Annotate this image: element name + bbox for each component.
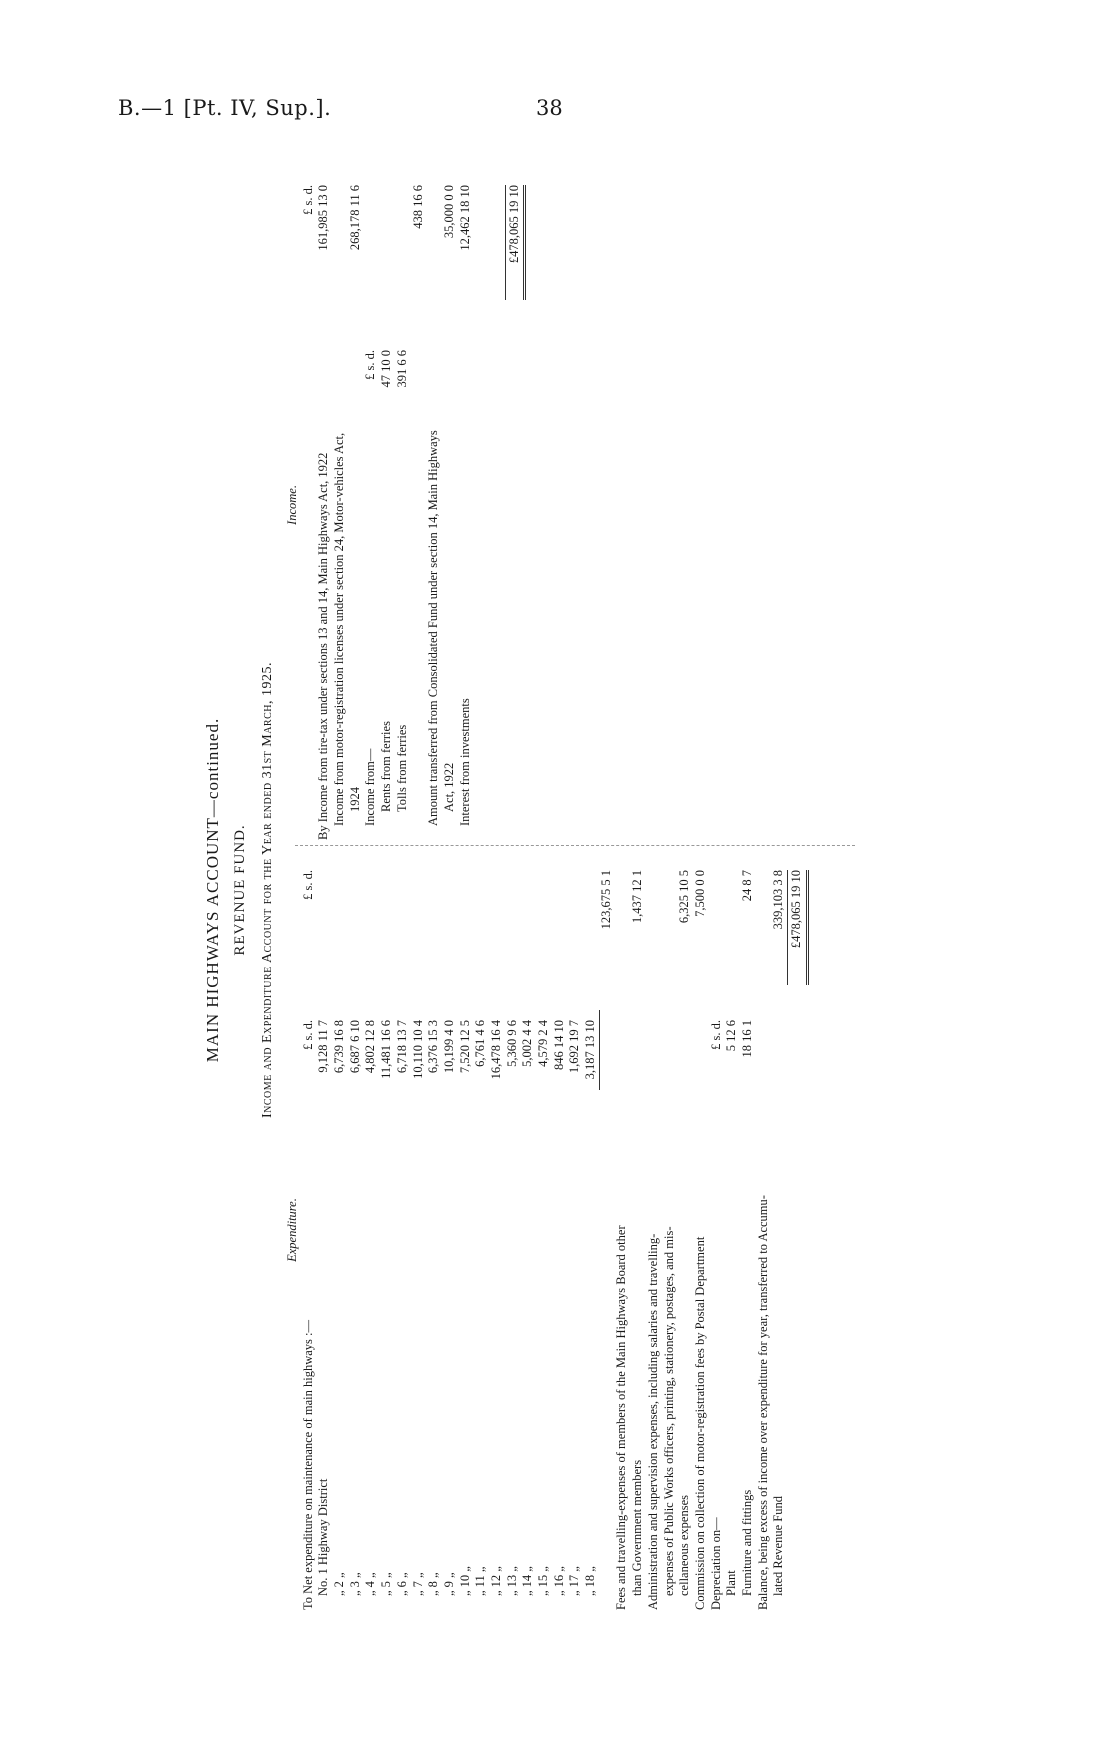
furniture-label: Furniture and fittings <box>739 1489 754 1596</box>
subtotal-rule <box>599 1010 600 1090</box>
district-label: „ 14 „ <box>520 1566 535 1596</box>
district-amount: 6,718 13 7 <box>394 1020 409 1074</box>
units-header: £ s. d. <box>300 870 315 900</box>
balance-amount: 339,103 3 8 <box>771 870 786 930</box>
admin-row <box>646 850 662 1610</box>
district-amount: 9,128 11 7 <box>316 1020 331 1073</box>
balance-label-2: lated Revenue Fund <box>771 1496 786 1596</box>
units-header: £ s. d. <box>300 1020 315 1050</box>
depreciation-total: 24 8 7 <box>739 870 754 902</box>
interest-amount: 12,462 18 10 <box>457 185 472 251</box>
depreciation-units: £ s. d. <box>708 1020 723 1050</box>
district-label: „ 13 „ <box>504 1566 519 1596</box>
district-amount: 4,802 12 8 <box>363 1020 378 1074</box>
district-label: „ 8 „ <box>426 1572 441 1596</box>
district-label: „ 6 „ <box>394 1572 409 1596</box>
depreciation-label: Depreciation on— <box>708 1517 723 1610</box>
district-row <box>395 850 411 1610</box>
income-grand-total: £478,065 19 10 <box>505 185 527 300</box>
interest-label: Interest from investments <box>457 698 472 826</box>
fees-label-2: than Government members <box>630 1459 645 1596</box>
rents-amount: 47 10 0 <box>379 350 394 388</box>
district-amount: 10,110 10 4 <box>410 1020 425 1079</box>
district-list <box>316 850 598 1610</box>
column-divider <box>295 845 855 846</box>
tolls-amount: 391 6 6 <box>394 350 409 388</box>
district-label: „ 11 „ <box>473 1566 488 1596</box>
transfer-row-2 <box>442 170 458 840</box>
expenditure-heading: Expenditure. <box>285 1198 299 1262</box>
motor-label-2: 1924 <box>347 787 362 812</box>
admin-label-3: cellaneous expenses <box>677 1494 692 1596</box>
fees-label: Fees and travelling-expenses of members of the Main Highways Board other <box>614 1225 629 1610</box>
admin-label-2: expenses of Public Works officers, printing, stationery, postages, and mis- <box>661 1226 676 1596</box>
district-row <box>567 850 583 1610</box>
district-amount: 3,187 13 10 <box>583 1020 598 1080</box>
district-label: „ 10 „ <box>457 1566 472 1596</box>
motor-amount: 268,178 11 6 <box>347 185 362 251</box>
sub-units: £ s. d. <box>363 350 378 380</box>
depreciation-row <box>709 850 725 1610</box>
tiretax-label: By Income from tire-tax under sections 13 and 14, Main Highways Act, 1922 <box>316 452 331 840</box>
district-row <box>348 850 364 1610</box>
transfer-row <box>426 170 442 840</box>
fees-amount: 1,437 12 1 <box>630 870 645 924</box>
district-label: „ 9 „ <box>441 1572 456 1596</box>
tiretax-row <box>316 170 332 840</box>
district-amount: 7,520 12 5 <box>457 1020 472 1074</box>
district-label: „ 16 „ <box>551 1566 566 1596</box>
commission-amount: 7,500 0 0 <box>692 870 707 917</box>
district-row <box>458 850 474 1610</box>
district-row <box>316 850 332 1610</box>
rents-row <box>379 170 395 840</box>
admin-label: Administration and supervision expenses, including salaries and travelling- <box>645 1233 660 1610</box>
district-amount: 846 14 10 <box>551 1020 566 1070</box>
district-row <box>379 850 395 1610</box>
income-column <box>285 170 520 840</box>
commission-label: Commission on collection of motor-registration fees by Postal Department <box>692 1236 707 1610</box>
district-label: „ 7 „ <box>410 1572 425 1596</box>
district-amount: 5,360 9 6 <box>504 1020 519 1067</box>
district-total-row <box>599 850 615 1610</box>
district-amount: 6,761 4 6 <box>473 1020 488 1067</box>
district-label: „ 5 „ <box>379 1572 394 1596</box>
district-label: „ 18 „ <box>583 1566 598 1596</box>
rotated-account-table <box>205 170 905 1610</box>
account-title: MAIN HIGHWAYS ACCOUNT—continued. <box>203 717 222 1063</box>
district-row <box>536 850 552 1610</box>
balance-row-2 <box>771 850 787 1610</box>
district-row <box>552 850 568 1610</box>
expenditure-intro: To Net expenditure on maintenance of main highways :— <box>300 1319 315 1610</box>
district-amount: 5,002 4 4 <box>520 1020 535 1067</box>
furniture-row <box>740 850 756 1610</box>
district-label: „ 3 „ <box>347 1572 362 1596</box>
district-label: No. 1 Highway District <box>316 1478 331 1596</box>
plant-label: Plant <box>724 1570 739 1596</box>
motor-row <box>332 170 348 840</box>
district-row <box>505 850 521 1610</box>
expenditure-total-row <box>787 850 803 1610</box>
district-label: „ 2 „ <box>332 1572 347 1596</box>
district-amount: 11,481 16 6 <box>379 1020 394 1079</box>
district-amount: 4,579 2 4 <box>536 1020 550 1067</box>
motor-row-2 <box>348 170 364 840</box>
page-header <box>0 96 1114 136</box>
commission-row <box>693 850 709 1610</box>
district-label: „ 15 „ <box>536 1566 550 1596</box>
plant-row <box>724 850 740 1610</box>
furniture-amount: 18 16 1 <box>739 1020 754 1058</box>
district-amount: 1,692 19 7 <box>567 1020 582 1074</box>
transfer-label-2: Act, 1922 <box>441 762 456 812</box>
income-units-row <box>301 170 317 840</box>
expenditure-grand-total: £478,065 19 10 <box>787 870 809 985</box>
district-row <box>583 850 599 1610</box>
fund-title: REVENUE FUND. <box>232 824 248 956</box>
admin-row-3 <box>677 850 693 1610</box>
expenditure-intro-row <box>301 850 317 1610</box>
district-amount: 16,478 16 4 <box>488 1020 503 1080</box>
interest-row <box>458 170 474 840</box>
district-amount: 6,687 6 10 <box>347 1020 362 1074</box>
balance-label: Balance, being excess of income over expenditure for year, transferred to Accumu- <box>755 1195 770 1610</box>
district-label: „ 4 „ <box>363 1572 378 1596</box>
district-row <box>411 850 427 1610</box>
units-header: £ s. d. <box>300 185 315 215</box>
admin-amount: 6,325 10 5 <box>677 870 692 924</box>
rents-label: Rents from ferries <box>379 721 394 812</box>
fees-row-2 <box>630 850 646 1610</box>
ferries-total-row <box>411 170 427 840</box>
spacer-row <box>473 170 489 840</box>
district-row <box>332 850 348 1610</box>
district-label: „ 12 „ <box>488 1566 503 1596</box>
transfer-label: Amount transferred from Consolidated Fund under section 14, Main Highways <box>426 430 441 826</box>
admin-row-2 <box>662 850 678 1610</box>
district-amount: 6,376 15 3 <box>426 1020 441 1074</box>
district-row <box>426 850 442 1610</box>
plant-amount: 5 12 6 <box>724 1020 739 1052</box>
income-from-row <box>363 170 379 840</box>
district-row <box>520 850 536 1610</box>
district-row <box>489 850 505 1610</box>
district-amount: 10,199 4 0 <box>441 1020 456 1074</box>
district-row <box>473 850 489 1610</box>
expenditure-column <box>285 850 803 1610</box>
ferries-total: 438 16 6 <box>410 185 425 229</box>
district-total: 123,675 5 1 <box>598 870 613 930</box>
income-heading: Income. <box>285 485 299 525</box>
district-row <box>442 850 458 1610</box>
fees-row <box>614 850 630 1610</box>
tolls-row <box>395 170 411 840</box>
tiretax-amount: 161,985 13 0 <box>316 185 331 251</box>
motor-label: Income from motor-registration licenses under section 24, Motor-vehicles Act, <box>332 432 347 826</box>
balance-row <box>756 850 772 1610</box>
district-amount: 6,739 16 8 <box>332 1020 347 1074</box>
statement-title: Income and Expenditure Account for the Year ended 31st March, 1925. <box>260 662 275 1118</box>
district-label: „ 17 „ <box>567 1566 582 1596</box>
transfer-amount: 35,000 0 0 <box>441 185 456 239</box>
income-from-label: Income from— <box>363 748 378 826</box>
tolls-label: Tolls from ferries <box>394 724 409 812</box>
document-reference: B.—1 [Pt. IV, Sup.]. <box>118 96 332 120</box>
page-number: 38 <box>536 96 563 120</box>
district-row <box>363 850 379 1610</box>
income-total-row <box>505 170 521 840</box>
spacer-row <box>489 170 505 840</box>
